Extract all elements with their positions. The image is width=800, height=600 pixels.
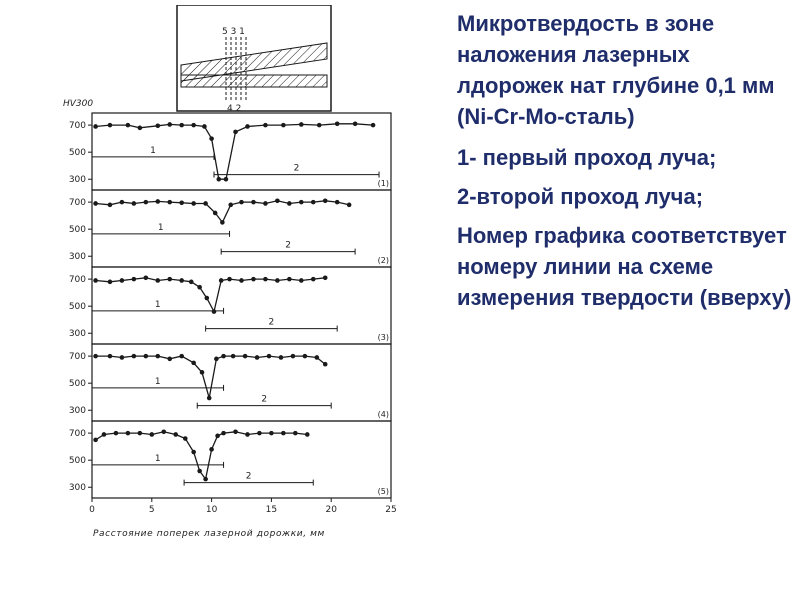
data-point <box>93 354 98 359</box>
data-point <box>167 200 172 205</box>
data-point <box>317 123 322 128</box>
data-point <box>126 123 131 128</box>
data-point <box>126 431 131 436</box>
x-axis-label: Расстояние поперек лазерной дорожки, мм <box>93 529 325 539</box>
data-point <box>371 123 376 128</box>
slide-caption <box>457 8 792 321</box>
pass-2-label: 2 <box>268 317 275 328</box>
data-point <box>251 200 256 205</box>
x-tick-label: 5 <box>148 505 155 515</box>
data-point <box>167 357 172 362</box>
data-point <box>155 278 160 283</box>
data-point <box>221 431 226 436</box>
hardness-panel-1 <box>69 113 391 190</box>
pass-1-label: 1 <box>154 453 161 464</box>
data-point <box>245 432 250 437</box>
hardness-figure <box>55 5 415 550</box>
y-tick-label: 300 <box>68 252 86 263</box>
data-point <box>281 123 286 128</box>
y-tick-label: 500 <box>68 456 86 467</box>
data-point <box>167 122 172 127</box>
data-point <box>138 431 143 436</box>
data-point <box>347 203 352 208</box>
data-point <box>200 370 205 375</box>
data-point <box>231 354 236 359</box>
y-tick-label: 300 <box>68 483 86 494</box>
caption-item-3: Номер графика соответствует номеру линии на схеме измерения твердости (вверху) <box>457 223 792 310</box>
data-point <box>299 122 304 127</box>
y-tick-label: 500 <box>68 379 86 390</box>
data-point <box>132 277 137 282</box>
data-point <box>197 285 202 290</box>
data-point <box>205 296 210 301</box>
y-tick-label: 700 <box>68 121 86 132</box>
data-point <box>305 432 310 437</box>
data-point <box>108 280 113 285</box>
data-point <box>203 201 208 206</box>
data-point <box>269 431 274 436</box>
pass-2-label: 2 <box>293 163 300 174</box>
pass-1-label: 1 <box>154 299 161 310</box>
data-point <box>179 200 184 205</box>
data-point <box>219 278 224 283</box>
data-point <box>239 278 244 283</box>
data-point <box>243 354 248 359</box>
data-point <box>263 201 268 206</box>
data-point <box>183 436 188 441</box>
y-tick-label: 300 <box>68 329 86 340</box>
caption-title: Микротвердость в зоне наложения лазерных лдорожек нат глубине 0,1 мм (Ni-Cr-Mo-сталь) <box>457 11 775 129</box>
caption-item-2: 2-второй проход луча; <box>457 184 704 209</box>
data-point <box>263 123 268 128</box>
data-point <box>299 200 304 205</box>
data-point <box>323 198 328 203</box>
data-point <box>102 432 107 437</box>
data-point <box>161 429 166 434</box>
hardness-panel-3 <box>69 267 391 344</box>
panel-number: (2) <box>377 256 389 265</box>
data-point <box>173 432 178 437</box>
x-tick-label: 20 <box>325 505 337 515</box>
data-point <box>215 434 220 439</box>
data-point <box>214 357 219 362</box>
x-tick-label: 15 <box>265 505 278 515</box>
laser-track-1 <box>181 75 327 87</box>
hardness-panel-5 <box>69 421 391 498</box>
pass-2-label: 2 <box>245 471 252 482</box>
x-tick-label: 10 <box>205 505 218 515</box>
data-point <box>209 136 214 141</box>
track-schematic <box>177 5 331 114</box>
data-point <box>212 309 217 314</box>
y-tick-label: 500 <box>68 225 86 236</box>
data-point <box>155 199 160 204</box>
data-point <box>207 396 212 401</box>
data-point <box>108 123 113 128</box>
data-point <box>279 355 284 360</box>
data-point <box>323 362 328 367</box>
y-tick-label: 700 <box>68 198 86 209</box>
data-point <box>120 355 125 360</box>
data-point <box>216 177 221 182</box>
y-tick-label: 500 <box>68 302 86 313</box>
chart-panels <box>69 113 397 515</box>
data-point <box>144 200 149 205</box>
data-point <box>114 431 119 436</box>
pass-1-label: 1 <box>157 222 164 233</box>
data-point <box>132 354 137 359</box>
y-tick-label: 700 <box>68 429 86 440</box>
data-point <box>93 124 98 129</box>
data-point <box>179 123 184 128</box>
panel-number: (3) <box>377 333 389 342</box>
data-point <box>224 177 229 182</box>
data-point <box>191 123 196 128</box>
panel-number: (4) <box>377 410 389 419</box>
y-tick-label: 700 <box>68 352 86 363</box>
data-point <box>120 200 125 205</box>
data-point <box>335 200 340 205</box>
pass-1-label: 1 <box>150 145 156 156</box>
data-point <box>155 123 160 128</box>
schematic-labels-bottom: 4 2 <box>227 104 242 114</box>
data-point <box>213 211 218 216</box>
data-point <box>202 124 207 129</box>
panel-number: (1) <box>377 179 389 188</box>
data-point <box>303 354 308 359</box>
data-point <box>299 278 304 283</box>
data-point <box>108 203 113 208</box>
data-point <box>311 277 316 282</box>
data-point <box>251 277 256 282</box>
data-point <box>144 275 149 280</box>
pass-2-label: 2 <box>261 394 268 405</box>
data-point <box>221 354 226 359</box>
data-point <box>150 432 155 437</box>
data-point <box>144 354 149 359</box>
data-point <box>220 220 225 225</box>
panel-frame <box>92 113 391 190</box>
data-point <box>155 354 160 359</box>
data-point <box>275 278 280 283</box>
data-point <box>255 355 260 360</box>
y-tick-label: 700 <box>68 275 86 286</box>
data-point <box>209 447 214 452</box>
y-tick-label: 500 <box>68 148 86 159</box>
data-point <box>179 278 184 283</box>
data-point <box>287 277 292 282</box>
data-point <box>191 201 196 206</box>
data-point <box>191 361 196 366</box>
data-point <box>227 277 232 282</box>
data-point <box>93 278 98 283</box>
data-point <box>335 121 340 126</box>
data-point <box>132 201 137 206</box>
data-point <box>293 431 298 436</box>
data-point <box>197 469 202 474</box>
data-point <box>203 477 208 482</box>
hardness-curve <box>96 356 326 398</box>
data-point <box>108 354 113 359</box>
data-point <box>233 130 238 135</box>
data-point <box>239 200 244 205</box>
data-point <box>191 450 196 455</box>
pass-1-label: 1 <box>154 376 161 387</box>
data-point <box>189 280 194 285</box>
data-point <box>267 354 272 359</box>
y-axis-label: HV300 <box>63 99 94 109</box>
data-point <box>93 438 98 443</box>
data-point <box>179 354 184 359</box>
data-point <box>287 201 292 206</box>
data-point <box>245 124 250 129</box>
pass-2-label: 2 <box>285 240 292 251</box>
data-point <box>323 275 328 280</box>
data-point <box>138 126 143 131</box>
hardness-panel-2 <box>69 190 391 267</box>
data-point <box>228 203 233 208</box>
x-tick-label: 25 <box>385 505 397 515</box>
data-point <box>353 121 358 126</box>
hardness-panel-4 <box>69 344 391 421</box>
data-point <box>263 277 268 282</box>
caption-item-1: 1- первый проход луча; <box>457 145 717 170</box>
y-tick-label: 300 <box>68 406 86 417</box>
data-point <box>120 278 125 283</box>
data-point <box>93 201 98 206</box>
data-point <box>233 429 238 434</box>
data-point <box>281 431 286 436</box>
data-point <box>275 198 280 203</box>
data-point <box>311 200 316 205</box>
y-tick-label: 300 <box>68 175 86 186</box>
schematic-labels-top: 5 3 1 <box>222 27 245 37</box>
data-point <box>315 355 320 360</box>
hardness-curve <box>96 278 326 312</box>
x-tick-label: 0 <box>89 505 95 515</box>
panel-number: (5) <box>377 487 389 496</box>
data-point <box>291 354 296 359</box>
data-point <box>167 277 172 282</box>
data-point <box>257 431 262 436</box>
